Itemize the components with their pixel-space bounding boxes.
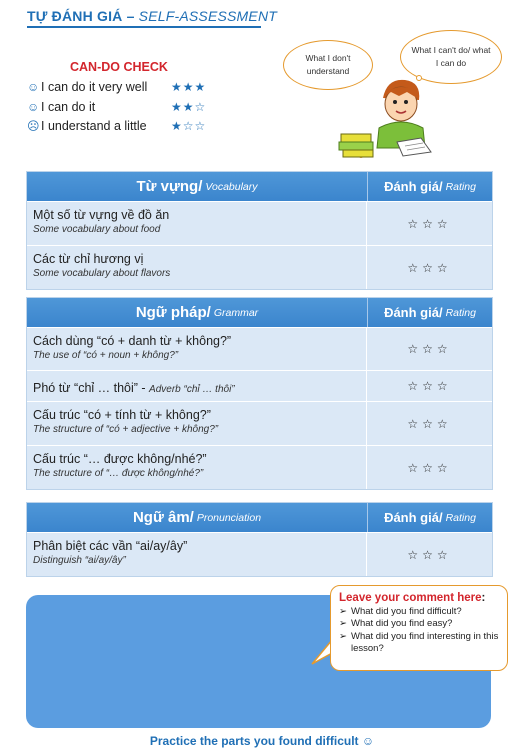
thought-dot-icon (417, 76, 422, 81)
rating-stars[interactable]: ☆☆☆ (407, 460, 452, 475)
cando-label: I understand a little (41, 119, 147, 133)
grammar-table (26, 297, 493, 490)
cando-item (27, 80, 207, 94)
rating-header: Đánh giá/ Rating (384, 305, 476, 320)
table-header (27, 298, 492, 327)
student-illustration (335, 70, 455, 165)
table-row: Cách dùng “có + danh từ + không?” The use of “có + noun + không?” ☆☆☆ (27, 327, 492, 370)
section-title: Ngữ pháp/ Grammar (27, 298, 368, 327)
table-row: Phân biệt các vần “ai/ay/ây” Distinguish “ai/ay/ây” ☆☆☆ (27, 532, 492, 576)
stars-icon: ★★☆ (171, 100, 207, 114)
footer-note: Practice the parts you found difficult ☺ (149, 734, 375, 748)
pronunciation-table (26, 502, 493, 577)
comment-title: Leave your comment here: (339, 592, 486, 604)
list-item: ➢ What did you find easy? (339, 618, 453, 630)
list-item: ➢ What did you find difficult? (339, 606, 462, 617)
table-row: Một số từ vựng về đồ ăn Some vocabulary about food ☆☆☆ (27, 201, 492, 245)
rating-stars[interactable]: ☆☆☆ (407, 342, 452, 356)
table-row: Cấu trúc “có + tính từ + không?” The structure of “có + adjective + không?” ☆☆☆ (27, 401, 492, 445)
rating-stars[interactable]: ☆☆☆ (407, 260, 452, 275)
smile-icon: ☺ (27, 100, 40, 114)
cando-item (27, 100, 207, 114)
rating-stars[interactable]: ☆☆☆ (407, 216, 452, 231)
frown-icon: ☹ (27, 119, 40, 133)
table-header (27, 172, 492, 201)
rating-header: Đánh giá/ Rating (384, 179, 476, 194)
table-row: Phó từ “chỉ … thôi” - Adverb “chỉ … thôi” ☆☆☆ (27, 370, 492, 401)
cando-heading: CAN-DO CHECK (70, 60, 168, 74)
cando-item (27, 119, 207, 133)
table-header (27, 503, 492, 532)
arrow-icon: ➢ (339, 618, 347, 630)
arrow-icon: ➢ (339, 630, 347, 642)
cando-label: I can do it very well (41, 80, 148, 94)
section-title: Từ vựng/ Vocabulary (27, 172, 368, 201)
table-row: Cấu trúc “… được không/nhé?” The structure of “… được không/nhé?” ☆☆☆ (27, 445, 492, 489)
list-item: ➢ What did you find interesting in this lesson? (339, 630, 499, 655)
table-row: Các từ chỉ hương vị Some vocabulary about flavors ☆☆☆ (27, 245, 492, 289)
rating-stars[interactable]: ☆☆☆ (407, 379, 452, 393)
section-title: Ngữ âm/ Pronunciation (27, 503, 368, 532)
smile-icon: ☺ (27, 80, 40, 94)
rating-stars[interactable]: ☆☆☆ (407, 547, 452, 562)
arrow-icon: ➢ (339, 606, 347, 617)
rating-header: Đánh giá/ Rating (384, 510, 476, 525)
rating-stars[interactable]: ☆☆☆ (407, 416, 452, 431)
page-title: TỰ ĐÁNH GIÁ – SELF-ASSESSMENT (27, 8, 278, 24)
comment-question-list (339, 606, 499, 655)
stars-icon: ★☆☆ (171, 119, 207, 133)
stars-icon: ★★★ (171, 80, 207, 94)
thought-cloud-right: What I can't do/ what I can do (400, 30, 502, 84)
vocabulary-table (26, 171, 493, 290)
cando-label: I can do it (41, 100, 96, 114)
thought-cloud-left: What I don't understand (283, 40, 373, 90)
comment-prompt-bubble (330, 585, 508, 671)
title-underline (27, 26, 261, 28)
